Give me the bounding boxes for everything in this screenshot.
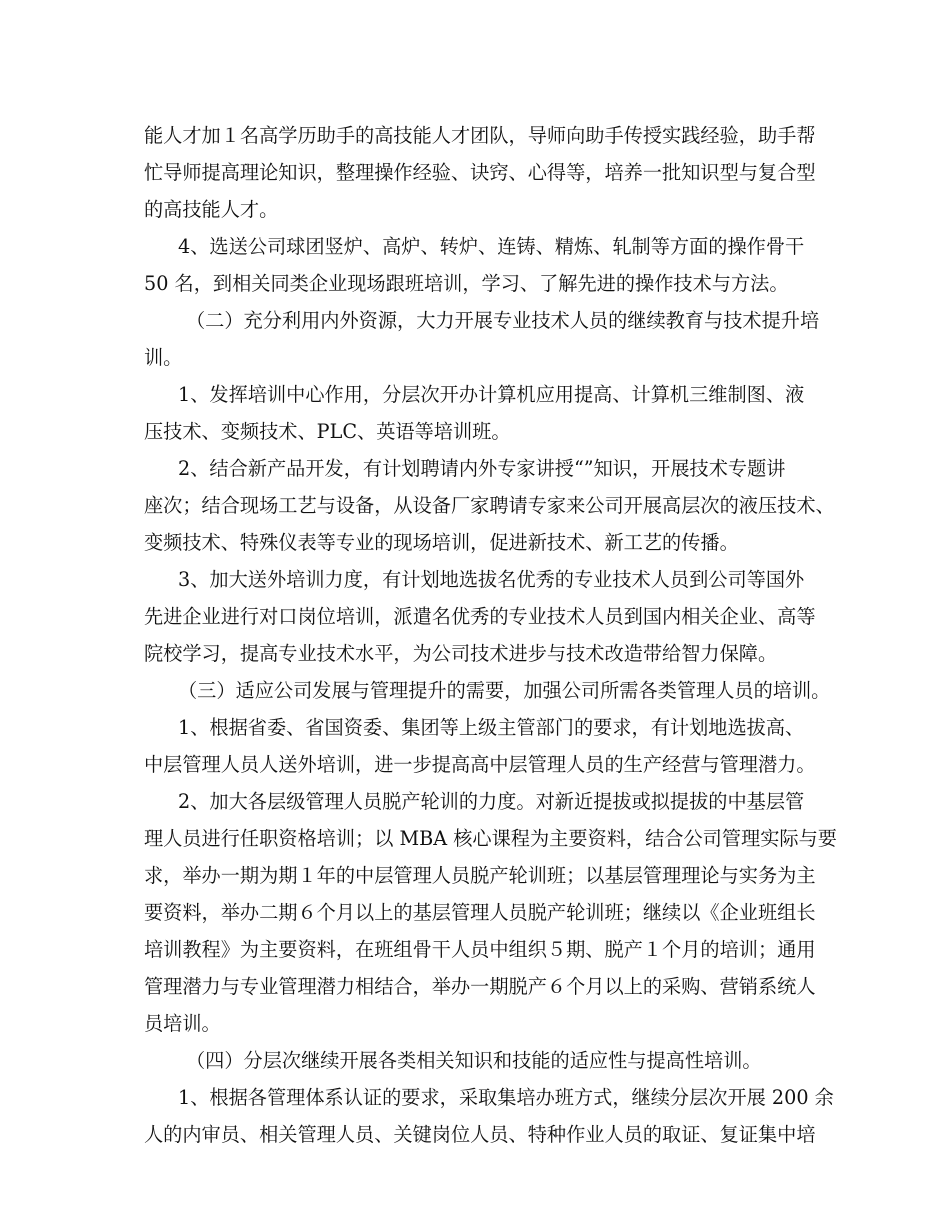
paragraph-line: 管理潜力与专业管理潜力相结合，举办一期脱产６个月以上的采购、营销系统人	[144, 975, 816, 998]
paragraph-line: 中层管理人员人送外培训，进一步提高高中层管理人员的生产经营与管理潜力。	[144, 753, 816, 776]
paragraph-line: 压技术、变频技术、PLC、英语等培训班。	[144, 420, 511, 443]
paragraph-line: 理人员进行任职资格培训；以 MBA 核心课程为主要资料，结合公司管理实际与要	[144, 827, 837, 850]
section-heading: （四）分层次继续开展各类相关知识和技能的适应性与提高性培训。	[186, 1049, 762, 1072]
paragraph-line: 求，举办一期为期１年的中层管理人员脱产轮训班；以基层管理理论与实务为主	[144, 864, 816, 887]
paragraph-line: 2、加大各层级管理人员脱产轮训的力度。对新近提拔或拟提拔的中基层管	[178, 790, 805, 813]
paragraph-line: 座次；结合现场工艺与设备，从设备厂家聘请专家来公司开展高层次的液压技术、	[144, 494, 835, 517]
paragraph-line: 人的内审员、相关管理人员、关键岗位人员、特种作业人员的取证、复证集中培	[144, 1123, 816, 1146]
paragraph-line: 培训教程》为主要资料，在班组骨干人员中组织５期、脱产１个月的培训；通用	[144, 938, 816, 961]
paragraph-line: 3、加大送外培训力度，有计划地选拔名优秀的专业技术人员到公司等国外	[178, 568, 805, 591]
paragraph-line: 能人才加１名高学历助手的高技能人才团队，导师向助手传授实践经验，助手帮	[144, 124, 816, 147]
paragraph-line: 要资料，举办二期６个月以上的基层管理人员脱产轮训班；继续以《企业班组长	[144, 901, 816, 924]
paragraph-line: 变频技术、特殊仪表等专业的现场培训，促进新技术、新工艺的传播。	[144, 531, 739, 554]
paragraph-line: 训。	[144, 346, 183, 369]
section-heading: （二）充分利用内外资源，大力开展专业技术人员的继续教育与技术提升培	[186, 309, 820, 332]
paragraph-line: 2、结合新产品开发，有计划聘请内外专家讲授“”知识，开展技术专题讲	[178, 457, 786, 480]
section-heading: （三）适应公司发展与管理提升的需要，加强公司所需各类管理人员的培训。	[178, 679, 831, 702]
paragraph-line: 50 名，到相关同类企业现场跟班培训，学习、了解先进的操作技术与方法。	[144, 272, 789, 295]
paragraph-line: 1、根据各管理体系认证的要求，采取集培办班方式，继续分层次开展 200 余	[178, 1086, 834, 1109]
paragraph-line: 1、根据省委、省国资委、集团等上级主管部门的要求，有计划地选拔高、	[178, 716, 805, 739]
paragraph-line: 的高技能人才。	[144, 198, 279, 221]
paragraph-line: 4、选送公司球团竖炉、高炉、转炉、连铸、精炼、轧制等方面的操作骨干	[178, 235, 805, 258]
paragraph-line: 忙导师提高理论知识，整理操作经验、诀窍、心得等，培养一批知识型与复合型	[144, 161, 816, 184]
paragraph-line: 院校学习，提高专业技术水平，为公司技术进步与技术改造带给智力保障。	[144, 642, 778, 665]
paragraph-line: 员培训。	[144, 1012, 221, 1035]
paragraph-line: 先进企业进行对口岗位培训，派遣名优秀的专业技术人员到国内相关企业、高等	[144, 605, 816, 628]
document-body	[144, 117, 837, 1153]
paragraph-line: 1、发挥培训中心作用，分层次开办计算机应用提高、计算机三维制图、液	[178, 383, 805, 406]
